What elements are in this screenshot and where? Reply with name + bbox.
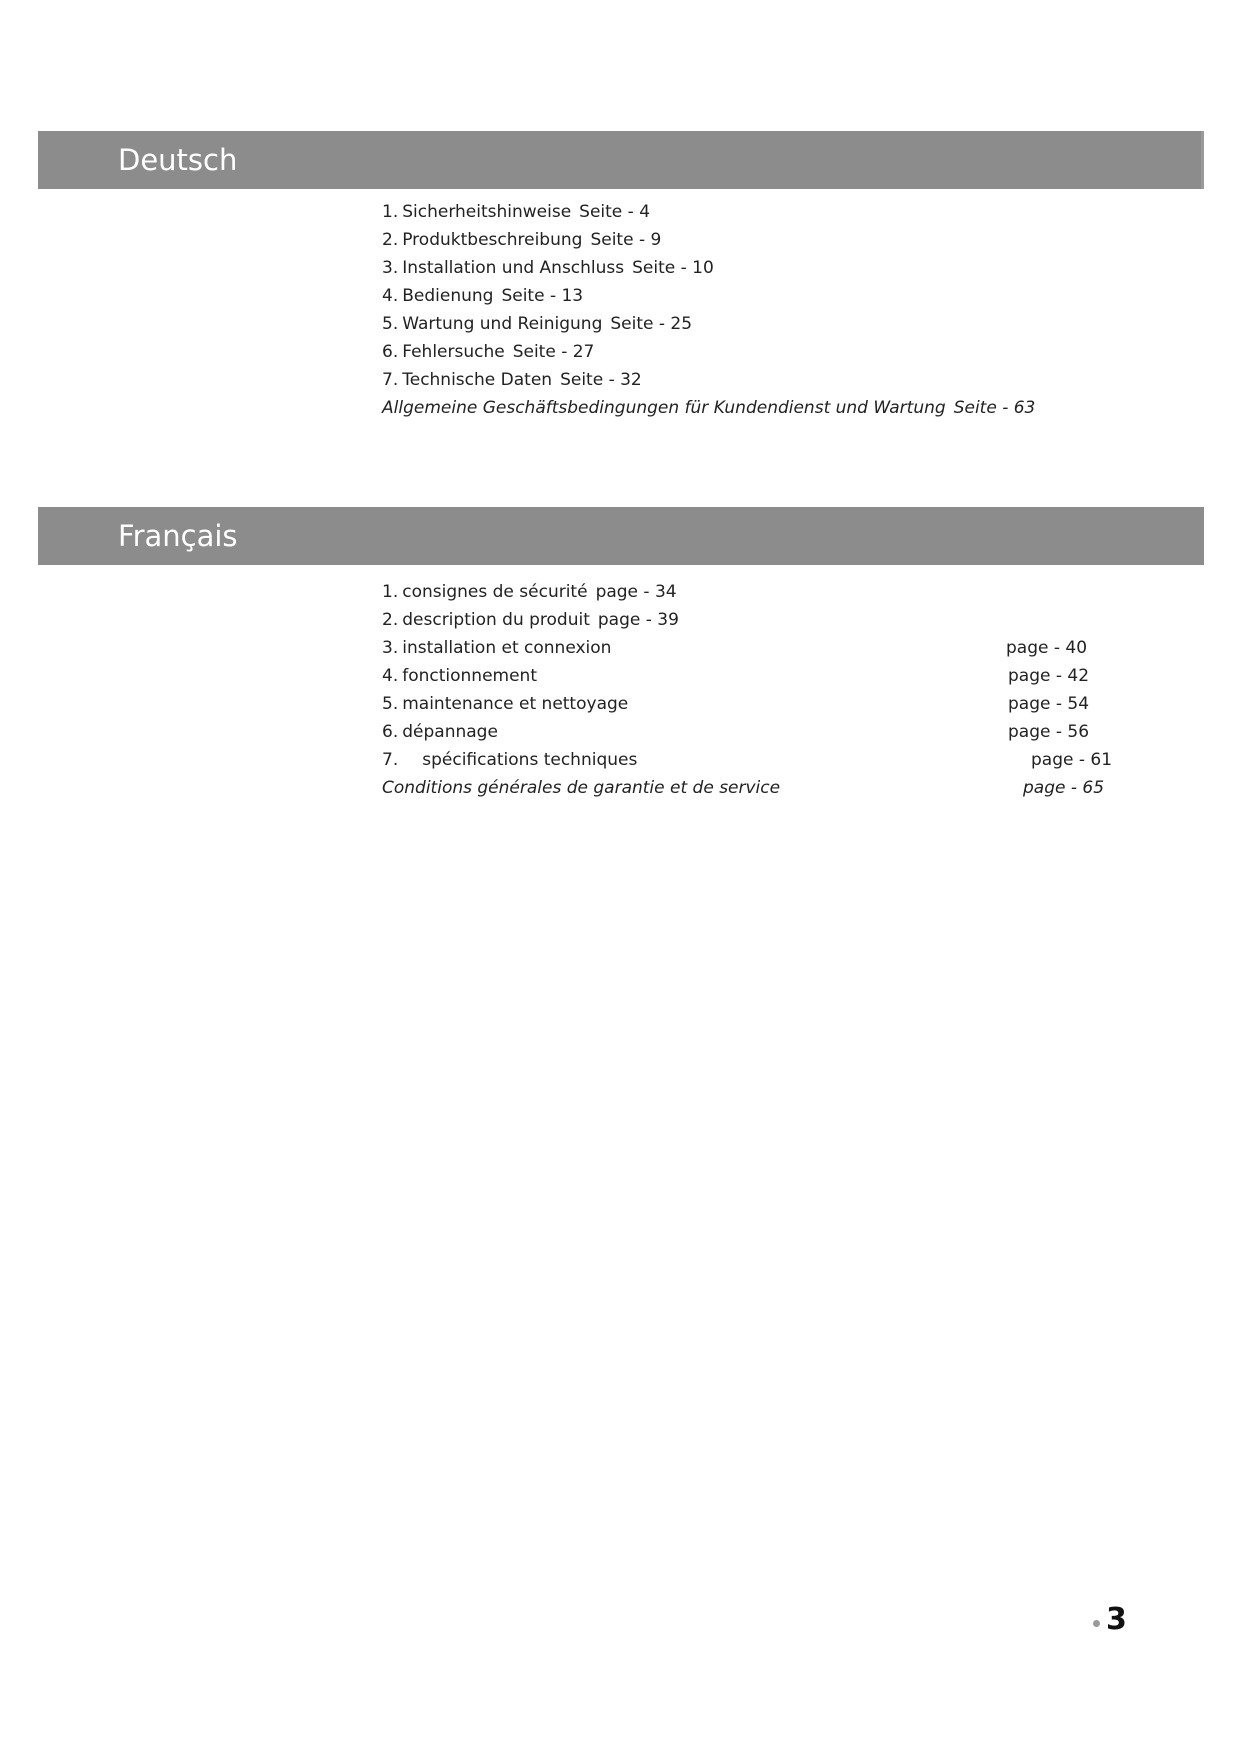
toc-item-label: installation et connexion [402, 638, 612, 658]
toc-item-label: Produktbeschreibung [402, 230, 583, 250]
section-header-francais [38, 507, 1204, 565]
toc-deutsch [382, 198, 1142, 422]
toc-item-number: 4. [382, 666, 399, 686]
toc-item-number: 2. [382, 610, 399, 630]
toc-item[interactable] [382, 662, 1142, 690]
toc-item[interactable] [382, 282, 1142, 310]
toc-item-page: page - 61 [1031, 750, 1113, 770]
toc-item-page: Seite - 9 [590, 230, 662, 250]
toc-item-label: consignes de sécurité [402, 582, 588, 602]
toc-item-number: 1. [382, 582, 399, 602]
toc-item[interactable] [382, 366, 1142, 394]
toc-item[interactable] [382, 578, 1142, 606]
toc-item-page: Seite - 27 [512, 342, 595, 362]
toc-item[interactable] [382, 338, 1142, 366]
toc-item-number: 6. [382, 722, 399, 742]
toc-item[interactable] [382, 746, 1142, 774]
toc-item-label: dépannage [402, 722, 498, 742]
toc-item-page: page - 54 [1008, 694, 1090, 714]
toc-item-number: 5. [382, 694, 399, 714]
section-title: Deutsch [118, 143, 238, 177]
toc-item[interactable] [382, 310, 1142, 338]
toc-footer-page: Seite - 63 [953, 398, 1036, 418]
page-number [1092, 1602, 1127, 1638]
toc-item-label: Installation und Anschluss [402, 258, 625, 278]
toc-item-label: fonctionnement [402, 666, 537, 686]
toc-item-page: Seite - 4 [579, 202, 651, 222]
section-header-deutsch [38, 131, 1204, 189]
toc-item-label: Technische Daten [402, 370, 553, 390]
toc-item[interactable] [382, 254, 1142, 282]
toc-item-label: Fehlersuche [402, 342, 505, 362]
toc-item-page: page - 56 [1008, 722, 1090, 742]
toc-item-label: Wartung und Reinigung [402, 314, 603, 334]
toc-item[interactable] [382, 718, 1142, 746]
toc-item-number: 5. [382, 314, 399, 334]
toc-item[interactable] [382, 606, 1142, 634]
page-number-value: 3 [1106, 1602, 1127, 1637]
toc-item-label: Sicherheitshinweise [402, 202, 572, 222]
toc-item[interactable] [382, 634, 1142, 662]
toc-item-page: Seite - 10 [632, 258, 714, 278]
toc-item-page: Seite - 25 [610, 314, 693, 334]
toc-item-page: page - 34 [595, 582, 677, 602]
toc-item-number: 7. [382, 370, 399, 390]
toc-item-label: maintenance et nettoyage [402, 694, 629, 714]
toc-item-number: 2. [382, 230, 399, 250]
toc-footer-item[interactable] [382, 774, 1142, 802]
toc-item-number: 4. [382, 286, 399, 306]
toc-item-number: 3. [382, 258, 399, 278]
toc-item[interactable] [382, 690, 1142, 718]
toc-footer-item[interactable] [382, 394, 1142, 422]
toc-item[interactable] [382, 226, 1142, 254]
toc-item-number: 3. [382, 638, 399, 658]
toc-item-number: 6. [382, 342, 399, 362]
toc-footer-label: Conditions générales de garantie et de service [382, 778, 781, 798]
toc-item-label: description du produit [402, 610, 590, 630]
toc-francais [382, 578, 1142, 802]
toc-item-label: Bedienung [402, 286, 494, 306]
toc-item-page: page - 40 [1006, 638, 1088, 658]
toc-footer-page: page - 65 [1023, 778, 1105, 798]
toc-item-page: page - 42 [1008, 666, 1090, 686]
toc-footer-label: Allgemeine Geschäftsbedingungen für Kundendienst und Wartung [382, 398, 946, 418]
toc-item-number: 7. [382, 750, 399, 770]
toc-item[interactable] [382, 198, 1142, 226]
toc-item-label: spécifications techniques [422, 750, 638, 770]
toc-item-page: Seite - 13 [501, 286, 584, 306]
section-title: Français [118, 519, 238, 553]
toc-item-number: 1. [382, 202, 399, 222]
toc-item-page: page - 39 [597, 610, 679, 630]
toc-item-page: Seite - 32 [560, 370, 642, 390]
